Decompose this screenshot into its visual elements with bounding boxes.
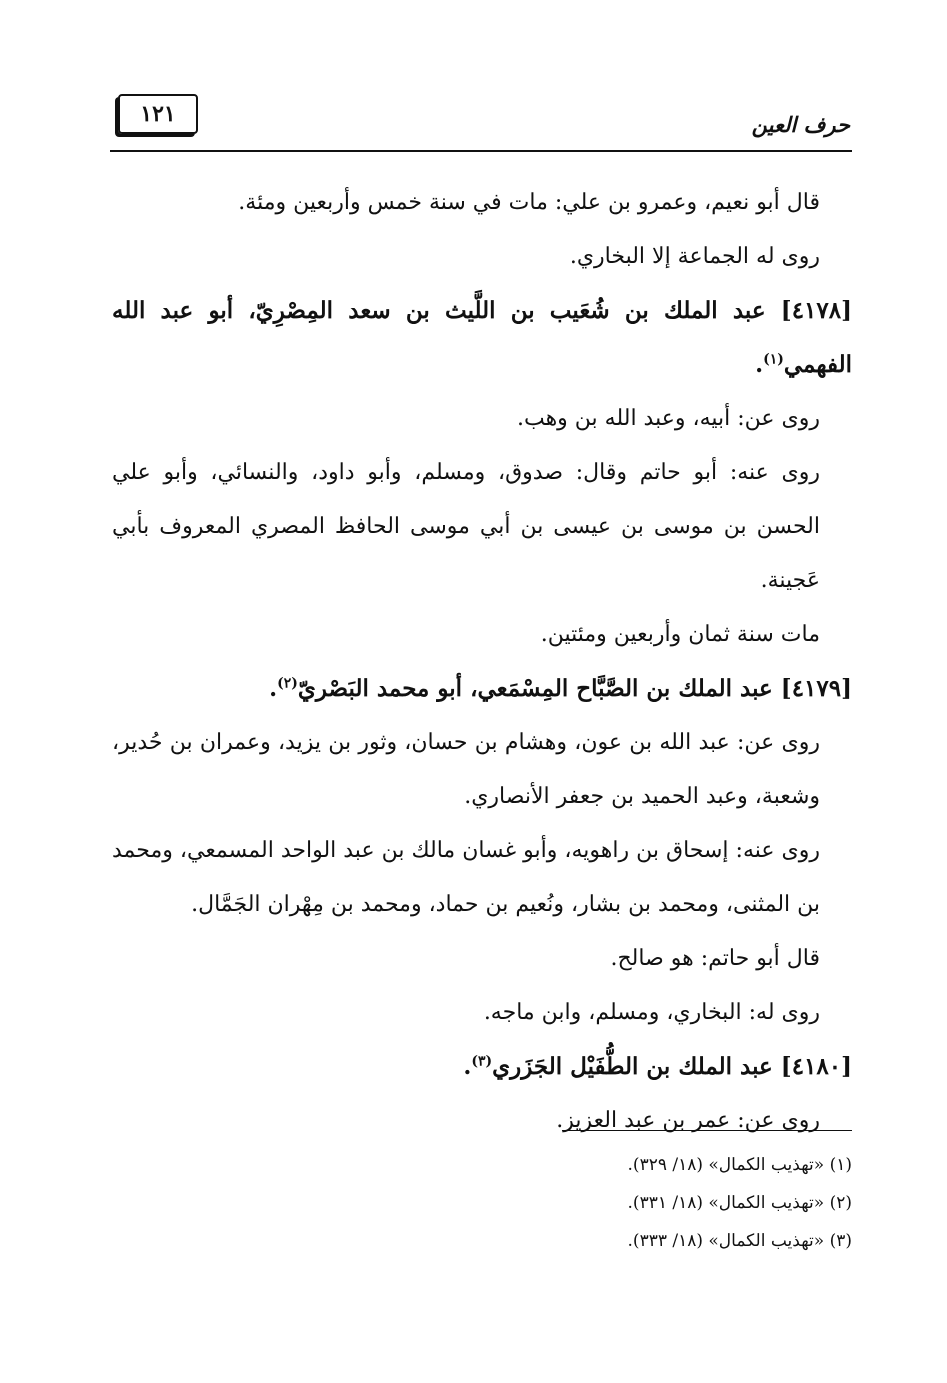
page-header [110,90,852,152]
entry-number: [٤١٧٩] [780,675,852,702]
biography-entry-heading [112,284,852,392]
paragraph: روى عن: عمر بن عبد العزيز. [556,1108,820,1133]
paragraph: روى له: البخاري، ومسلم، وابن ماجه. [483,1000,820,1025]
footnote: (٢) «تهذيب الكمال» (١٨/ ٣٣١). [627,1193,852,1213]
paragraph: روى عن: أبيه، وعبد الله بن وهب. [516,406,820,431]
biography-entry-heading [112,662,852,716]
running-head: حرف العين [751,112,850,137]
paragraph: روى له الجماعة إلا البخاري. [569,244,820,269]
paragraph: مات سنة ثمان وأربعين ومئتين. [540,622,820,647]
footnote-divider [562,1130,852,1131]
footnote-ref: (٢) [277,675,298,692]
biography-entry-heading [112,1040,852,1094]
footnote: (١) «تهذيب الكمال» (١٨/ ٣٢٩). [627,1155,852,1175]
entry-end: . [463,1053,472,1080]
page-number: ١٢١ [118,94,198,134]
paragraph: روى عن: عبد الله بن عون، وهشام بن حسان، وثور بن يزيد، وعمران بن حُدير، وشعبة، وعبد الحميد بن جعفر الأنصاري. [112,730,820,809]
entry-name: عبد الملك بن الطُّفَيْل الجَزَري [492,1053,773,1080]
entry-number: [٤١٨٠] [780,1053,852,1080]
paragraph: روى عنه: إسحاق بن راهويه، وأبو غسان مالك بن عبد الواحد المسمعي، ومحمد بن المثنى، ومحمد بن بشار، ونُعيم بن حماد، ومحمد بن مِهْران الجَمَّال. [112,838,820,917]
footnote-ref: (٣) [471,1053,493,1070]
main-text [112,176,852,1148]
entry-end: . [755,351,764,378]
entry-name: عبد الملك بن شُعَيب بن اللَّيث بن سعد المِصْرِيّ، أبو عبد الله الفهمي [112,297,852,378]
entry-name: عبد الملك بن الصَّبَّاح المِسْمَعي، أبو محمد البَصْريّ [297,675,773,702]
footnote: (٣) «تهذيب الكمال» (١٨/ ٣٣٣). [627,1231,852,1251]
paragraph: قال أبو نعيم، وعمرو بن علي: مات في سنة خمس وأربعين ومئة. [238,190,820,215]
paragraph: قال أبو حاتم: هو صالح. [610,946,820,971]
footnotes [112,1146,852,1260]
footnote-ref: (١) [763,351,784,368]
entry-number: [٤١٧٨] [780,297,852,324]
entry-end: . [269,675,278,702]
paragraph: روى عنه: أبو حاتم وقال: صدوق، ومسلم، وأبو داود، والنسائي، وأبو علي الحسن بن موسى بن عيسى بن أبي موسى الحافظ المصري المعروف بأبي عَجينة. [112,460,820,593]
